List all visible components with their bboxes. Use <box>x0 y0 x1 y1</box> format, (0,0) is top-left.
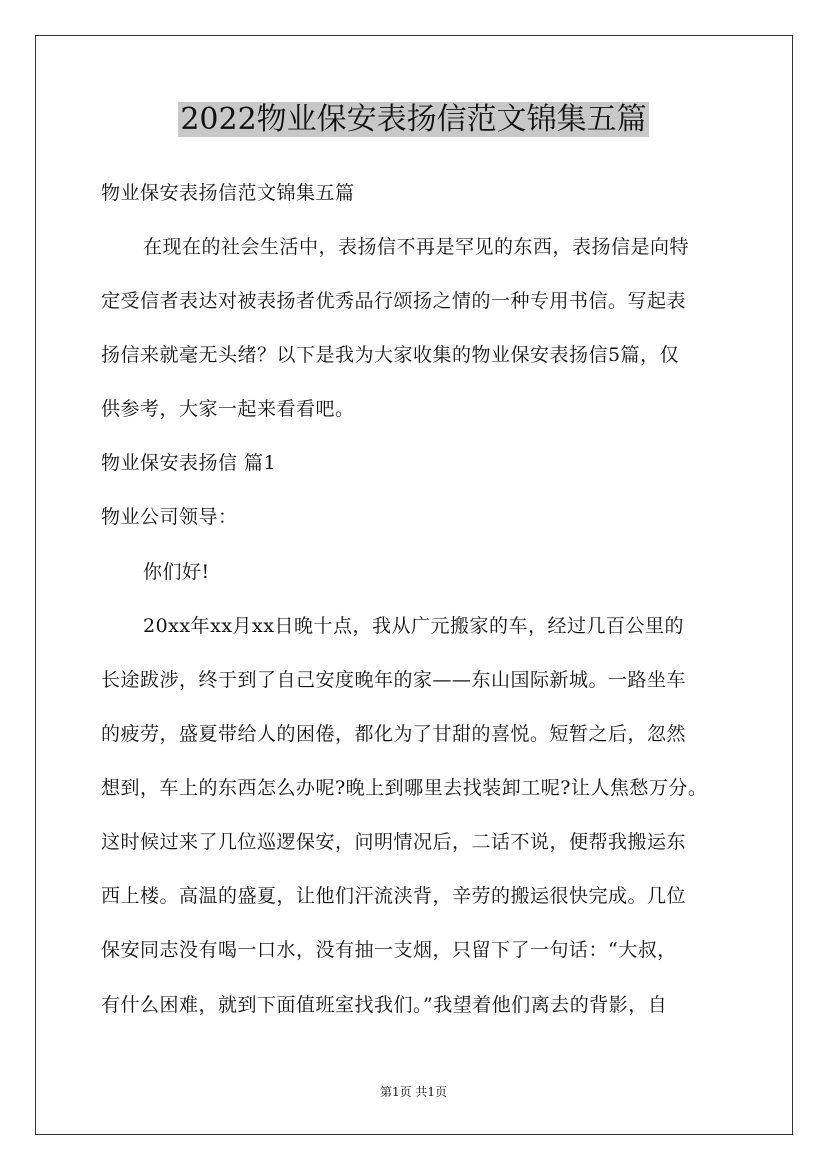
body-line-4: 想到，车上的东西怎么办呢?晚上到哪里去找装卸工呢?让人焦愁万分。 <box>101 777 708 799</box>
body-line-8: 有什么困难，就到下面值班室找我们。”我望着他们离去的背影，自 <box>101 994 668 1016</box>
page-footer: 第1页 共1页 <box>379 1085 448 1099</box>
greeting: 你们好! <box>143 561 210 583</box>
body-line-1: 20xx年xx月xx日晚十点，我从广元搬家的车，经过几百公里的 <box>143 615 684 637</box>
document-title: 2022物业保安表扬信范文锦集五篇 <box>180 102 647 137</box>
section-heading: 物业保安表扬信 篇1 <box>101 452 277 474</box>
salutation: 物业公司领导： <box>101 506 238 528</box>
intro-line-4: 供参考，大家一起来看看吧。 <box>101 398 355 420</box>
body-line-5: 这时候过来了几位巡逻保安，问明情况后，二话不说，便帮我搬运东 <box>101 831 687 853</box>
body-line-2: 长途跋涉，终于到了自己安度晚年的家——东山国际新城。一路坐车 <box>101 669 687 691</box>
body-line-3: 的疲劳，盛夏带给人的困倦，都化为了甘甜的喜悦。短暂之后，忽然 <box>101 723 687 745</box>
intro-line-1: 在现在的社会生活中，表扬信不再是罕见的东西，表扬信是向特 <box>143 236 690 258</box>
intro-line-3: 扬信来就毫无头绪？以下是我为大家收集的物业保安表扬信5篇，仅 <box>101 344 680 366</box>
intro-line-2: 定受信者表达对被表扬者优秀品行颂扬之情的一种专用书信。写起表 <box>101 290 687 312</box>
document-subtitle: 物业保安表扬信范文锦集五篇 <box>101 182 355 204</box>
body-line-6: 西上楼。高温的盛夏，让他们汗流浃背，辛劳的搬运很快完成。几位 <box>101 885 687 907</box>
body-line-7: 保安同志没有喝一口水，没有抽一支烟，只留下了一句话：“大叔， <box>101 939 677 961</box>
